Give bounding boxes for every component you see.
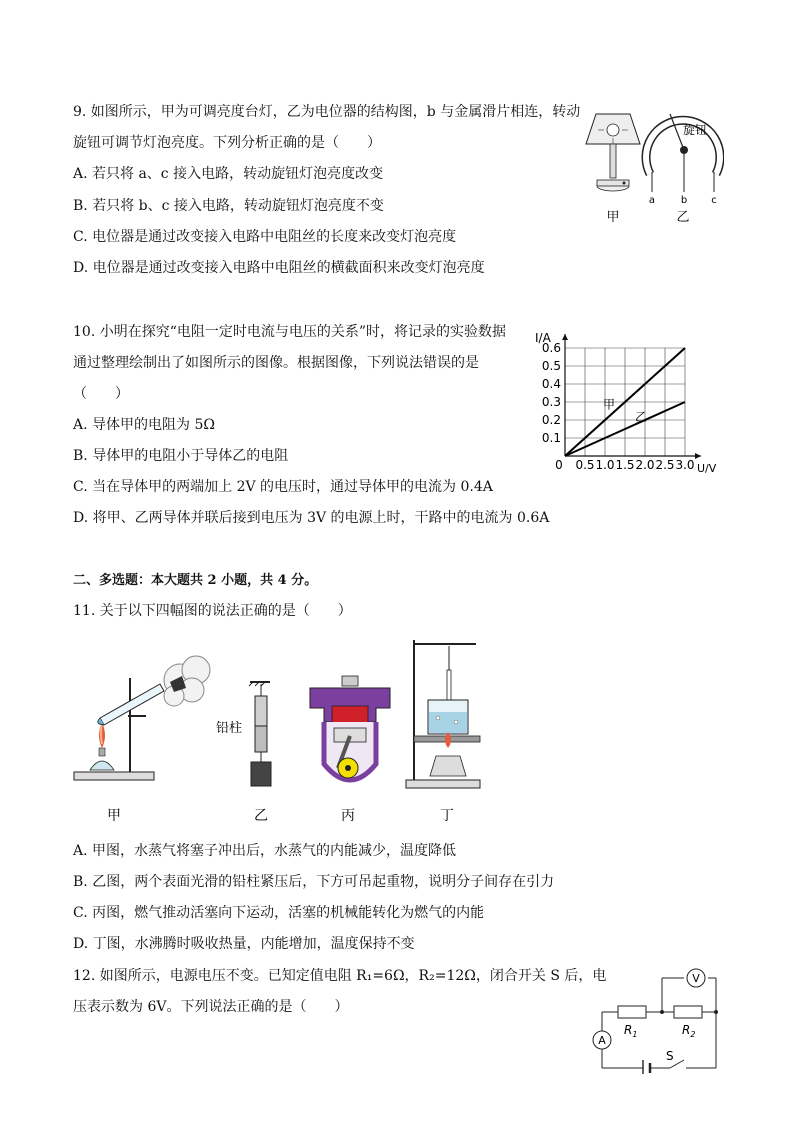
desk-lamp — [586, 114, 640, 191]
q12-stem-line1: 12. 如图所示，电源电压不变。已知定值电阻 R₁=6Ω，R₂=12Ω，闭合开关 S 后，电 — [73, 968, 607, 984]
y-axis-arrow — [562, 334, 568, 340]
q11-caption-yi: 乙 — [254, 808, 268, 824]
q10-option-c: C. 当在导体甲的两端加上 2V 的电压时，通过导体甲的电流为 0.4A — [73, 479, 493, 495]
y-tick-label: 0.2 — [541, 413, 561, 427]
q9-stem-line1: 9. 如图所示，甲为可调亮度台灯，乙为电位器的结构图，b 与金属滑片相连，转动 — [73, 104, 581, 120]
y-tick-label: 0.4 — [541, 377, 561, 391]
q10-option-d: D. 将甲、乙两导体并联后接到电压为 3V 的电源上时，干路中的电流为 0.6A — [73, 510, 550, 526]
q11-option-a: A. 甲图，水蒸气将塞子冲出后，水蒸气的内能减少，温度降低 — [73, 843, 457, 859]
q10-stem-line3: （ ） — [73, 386, 129, 402]
figure-ding-boiling — [406, 640, 480, 788]
r1-label: $R_1$ — [624, 1023, 638, 1039]
q12-circuit — [588, 962, 728, 1074]
series-label-yi: 乙 — [635, 410, 648, 424]
q11-caption-jia: 甲 — [107, 808, 121, 824]
figure-bing-engine — [310, 676, 390, 780]
q9-option-b: B. 若只将 b、c 接入电路，转动旋钮灯泡亮度不变 — [73, 198, 384, 214]
q11-caption-bing: 丙 — [341, 808, 355, 824]
y-axis-label: I/A — [535, 331, 551, 345]
q9-caption-jia: 甲 — [606, 210, 620, 225]
voltmeter-label: V — [692, 972, 700, 985]
q11-option-d: D. 丁图，水沸腾时吸收热量，内能增加，温度保持不变 — [73, 936, 415, 952]
x-tick-label: 2.0 — [635, 458, 655, 472]
q9-option-c: C. 电位器是通过改变接入电路中电阻丝的长度来改变灯泡亮度 — [73, 229, 457, 245]
r2-label: $R_2$ — [682, 1023, 696, 1039]
y-tick-label: 0.3 — [541, 395, 561, 409]
x-tick-label: 3.0 — [675, 458, 695, 472]
q11-option-c: C. 丙图，燃气推动活塞向下运动，活塞的机械能转化为燃气的内能 — [73, 905, 485, 921]
q9-caption-yi: 乙 — [676, 210, 690, 225]
q11-figure — [70, 636, 500, 826]
ammeter-label: A — [598, 1034, 606, 1047]
q10-stem-line1: 10. 小明在探究“电阻一定时电流与电压的关系”时，将记录的实验数据 — [73, 324, 507, 340]
x-tick-label: 1.5 — [615, 458, 635, 472]
switch-label: S — [666, 1049, 674, 1063]
figure-jia-steam-experiment — [74, 656, 210, 780]
q10-option-a: A. 导体甲的电阻为 5Ω — [73, 417, 215, 433]
series-label-jia: 甲 — [603, 397, 616, 412]
x-tick-label: 0.5 — [575, 458, 595, 472]
resistor-r2 — [674, 1006, 702, 1018]
x-axis-label: U/V — [697, 462, 717, 475]
x-tick-label: 1.0 — [595, 458, 615, 472]
iu-chart — [525, 322, 725, 480]
q11-caption-ding: 丁 — [440, 808, 454, 824]
q9-option-a: A. 若只将 a、c 接入电路，转动旋钮灯泡亮度改变 — [73, 166, 384, 182]
terminal-a-label: a — [648, 195, 656, 206]
terminal-b-label: b — [680, 195, 688, 206]
knob-label: 旋钮 — [683, 123, 708, 137]
q10-stem-line2: 通过整理绘制出了如图所示的图像。根据图像，下列说法错误的是 — [73, 355, 479, 371]
q9-stem-line2: 旋钮可调节灯泡亮度。下列分析正确的是（ ） — [73, 135, 381, 151]
chart-labels — [535, 331, 717, 475]
x-axis-arrow — [695, 453, 701, 459]
q9-option-d: D. 电位器是通过改变接入电路中电阻丝的横截面积来改变灯泡亮度 — [73, 260, 485, 276]
y-tick-label: 0.5 — [541, 359, 561, 373]
q9-figure — [584, 100, 724, 230]
figure-yi-lead-cylinders — [216, 682, 271, 786]
q10-option-b: B. 导体甲的电阻小于导体乙的电阻 — [73, 448, 289, 464]
q12-stem-line2: 压表示数为 6V。下列说法正确的是（ ） — [73, 999, 349, 1015]
q11-stem: 11. 关于以下四幅图的说法正确的是（ ） — [73, 603, 352, 619]
section-2-heading: 二、多选题：本大题共 2 小题，共 4 分。 — [73, 573, 318, 588]
resistor-r1 — [618, 1006, 646, 1018]
terminal-c-label: c — [711, 195, 717, 206]
potentiometer — [646, 114, 720, 206]
x-tick-label: 2.5 — [655, 458, 675, 472]
lead-cylinder-label: 铅柱 — [216, 721, 243, 736]
q11-option-b: B. 乙图，两个表面光滑的铅柱紧压后，下方可吊起重物，说明分子间存在引力 — [73, 874, 555, 890]
y-tick-label: 0.6 — [541, 341, 561, 355]
x-tick-label: 0 — [555, 458, 563, 472]
y-tick-label: 0.1 — [541, 431, 561, 445]
